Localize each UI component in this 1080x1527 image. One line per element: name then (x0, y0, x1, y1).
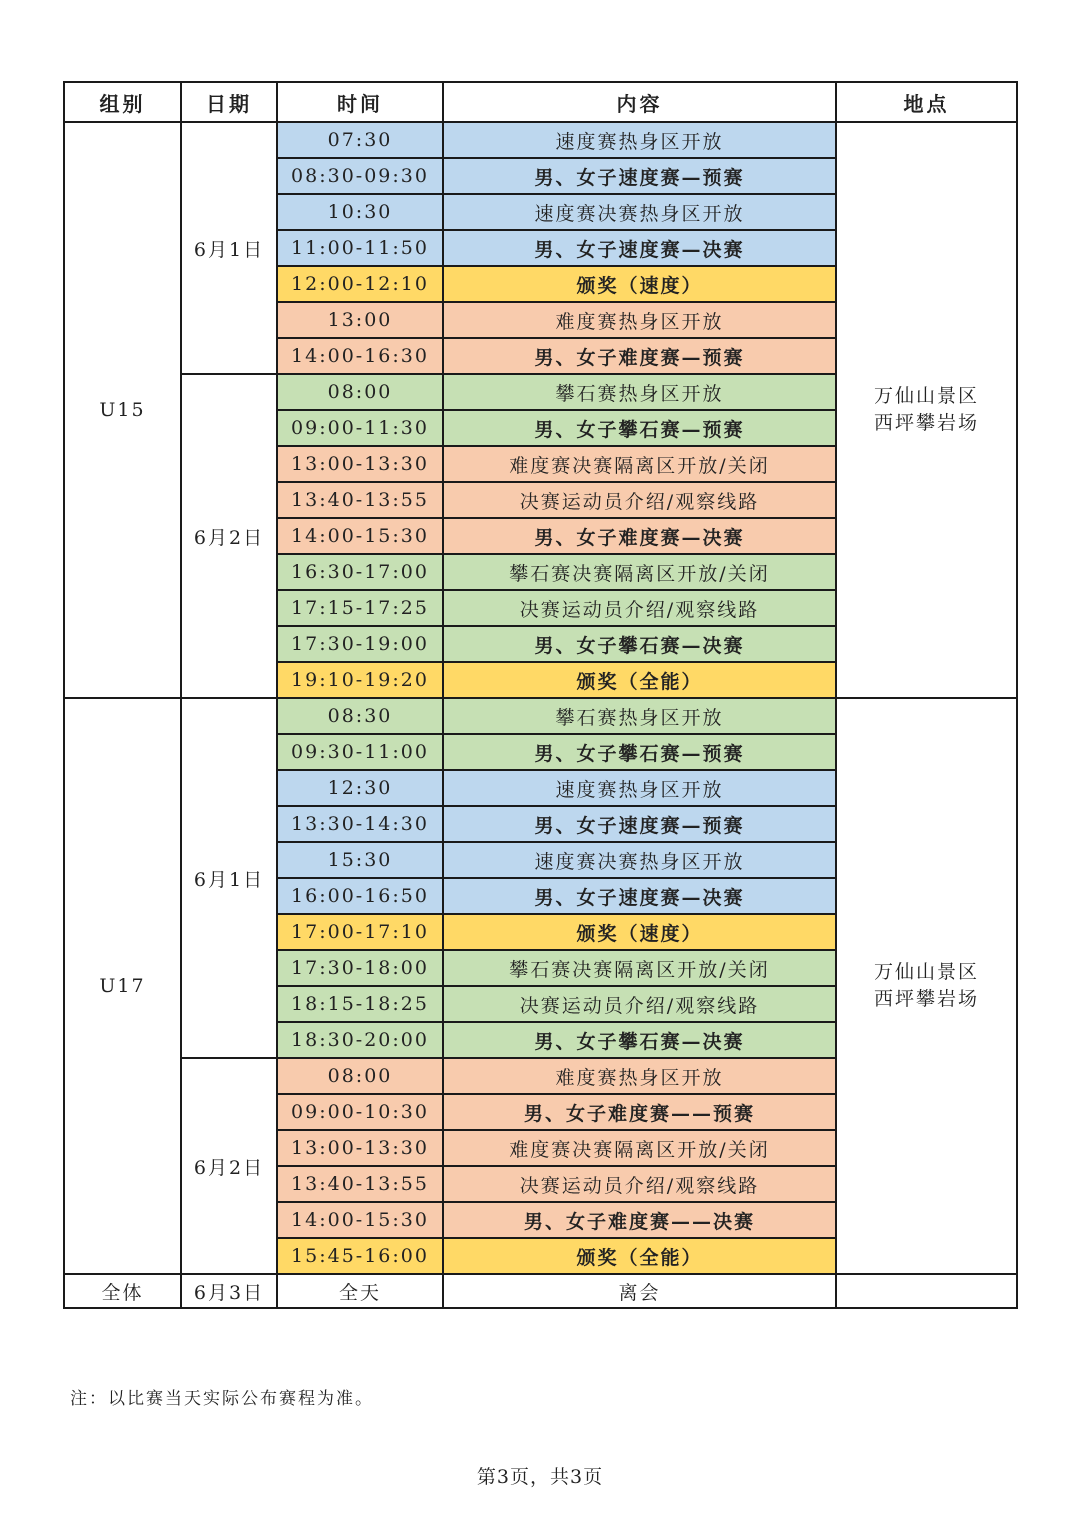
content-cell: 难度赛决赛隔离区开放/关闭 (443, 1130, 836, 1166)
time-cell: 07:30 (277, 122, 443, 158)
time-cell: 17:00-17:10 (277, 914, 443, 950)
date-cell: 6月2日 (181, 1058, 277, 1274)
table-row (64, 122, 1017, 158)
content-cell: 男、女子难度赛—预赛 (443, 338, 836, 374)
date-cell: 6月2日 (181, 374, 277, 698)
content-cell: 速度赛热身区开放 (443, 122, 836, 158)
content-cell: 决赛运动员介绍/观察线路 (443, 482, 836, 518)
time-cell: 15:30 (277, 842, 443, 878)
content-cell: 男、女子难度赛——决赛 (443, 1202, 836, 1238)
time-cell: 08:30-09:30 (277, 158, 443, 194)
content-cell: 难度赛决赛隔离区开放/关闭 (443, 446, 836, 482)
time-cell: 12:30 (277, 770, 443, 806)
content-cell: 决赛运动员介绍/观察线路 (443, 590, 836, 626)
time-cell: 08:00 (277, 1058, 443, 1094)
content-cell: 颁奖（全能） (443, 1238, 836, 1274)
final-row (64, 1274, 1017, 1308)
time-cell: 19:10-19:20 (277, 662, 443, 698)
time-cell: 10:30 (277, 194, 443, 230)
time-cell: 13:30-14:30 (277, 806, 443, 842)
time-cell: 08:30 (277, 698, 443, 734)
venue-line: 西坪攀岩场 (873, 412, 979, 434)
time-cell: 14:00-15:30 (277, 518, 443, 554)
header-venue: 地点 (836, 82, 1017, 122)
content-cell: 离会 (443, 1274, 836, 1308)
content-cell: 男、女子速度赛—预赛 (443, 806, 836, 842)
header-group: 组别 (64, 82, 181, 122)
time-cell: 09:00-10:30 (277, 1094, 443, 1130)
content-cell: 男、女子难度赛—决赛 (443, 518, 836, 554)
venue-cell (836, 122, 1017, 698)
content-cell: 攀石赛热身区开放 (443, 374, 836, 410)
venue-line: 万仙山景区 (873, 385, 979, 407)
time-cell: 09:00-11:30 (277, 410, 443, 446)
time-cell: 13:00-13:30 (277, 1130, 443, 1166)
content-cell: 决赛运动员介绍/观察线路 (443, 1166, 836, 1202)
time-cell: 17:30-19:00 (277, 626, 443, 662)
content-cell: 难度赛热身区开放 (443, 302, 836, 338)
date-cell: 6月1日 (181, 122, 277, 374)
time-cell: 13:00-13:30 (277, 446, 443, 482)
header-row (64, 82, 1017, 122)
content-cell: 颁奖（速度） (443, 914, 836, 950)
header-date: 日期 (181, 82, 277, 122)
venue-line: 万仙山景区 (873, 961, 979, 983)
content-cell: 颁奖（全能） (443, 662, 836, 698)
time-cell: 12:00-12:10 (277, 266, 443, 302)
content-cell: 决赛运动员介绍/观察线路 (443, 986, 836, 1022)
table-row (64, 698, 1017, 734)
content-cell: 速度赛热身区开放 (443, 770, 836, 806)
time-cell: 17:15-17:25 (277, 590, 443, 626)
content-cell: 男、女子速度赛—预赛 (443, 158, 836, 194)
time-cell: 全天 (277, 1274, 443, 1308)
content-cell: 男、女子速度赛—决赛 (443, 230, 836, 266)
time-cell: 14:00-16:30 (277, 338, 443, 374)
venue-cell (836, 1274, 1017, 1308)
content-cell: 颁奖（速度） (443, 266, 836, 302)
date-cell: 6月3日 (181, 1274, 277, 1308)
content-cell: 速度赛决赛热身区开放 (443, 194, 836, 230)
time-cell: 18:30-20:00 (277, 1022, 443, 1058)
time-cell: 18:15-18:25 (277, 986, 443, 1022)
time-cell: 13:00 (277, 302, 443, 338)
time-cell: 15:45-16:00 (277, 1238, 443, 1274)
group-cell: U17 (64, 698, 181, 1274)
content-cell: 攀石赛热身区开放 (443, 698, 836, 734)
date-cell: 6月1日 (181, 698, 277, 1058)
page-number: 第3页，共3页 (476, 1466, 604, 1488)
venue-line: 西坪攀岩场 (873, 988, 979, 1010)
venue-cell (836, 698, 1017, 1274)
group-cell: U15 (64, 122, 181, 698)
time-cell: 17:30-18:00 (277, 950, 443, 986)
time-cell: 16:00-16:50 (277, 878, 443, 914)
content-cell: 男、女子速度赛—决赛 (443, 878, 836, 914)
content-cell: 难度赛热身区开放 (443, 1058, 836, 1094)
header-time: 时间 (277, 82, 443, 122)
content-cell: 男、女子攀石赛—预赛 (443, 410, 836, 446)
content-cell: 男、女子攀石赛—决赛 (443, 1022, 836, 1058)
content-cell: 攀石赛决赛隔离区开放/关闭 (443, 950, 836, 986)
time-cell: 13:40-13:55 (277, 482, 443, 518)
content-cell: 攀石赛决赛隔离区开放/关闭 (443, 554, 836, 590)
content-cell: 男、女子攀石赛—预赛 (443, 734, 836, 770)
schedule-table (63, 81, 1018, 1309)
content-cell: 男、女子难度赛——预赛 (443, 1094, 836, 1130)
time-cell: 09:30-11:00 (277, 734, 443, 770)
header-content: 内容 (443, 82, 836, 122)
content-cell: 速度赛决赛热身区开放 (443, 842, 836, 878)
time-cell: 16:30-17:00 (277, 554, 443, 590)
time-cell: 13:40-13:55 (277, 1166, 443, 1202)
time-cell: 14:00-15:30 (277, 1202, 443, 1238)
group-cell: 全体 (64, 1274, 181, 1308)
footnote: 注：以比赛当天实际公布赛程为准。 (70, 1389, 374, 1409)
content-cell: 男、女子攀石赛—决赛 (443, 626, 836, 662)
time-cell: 08:00 (277, 374, 443, 410)
time-cell: 11:00-11:50 (277, 230, 443, 266)
